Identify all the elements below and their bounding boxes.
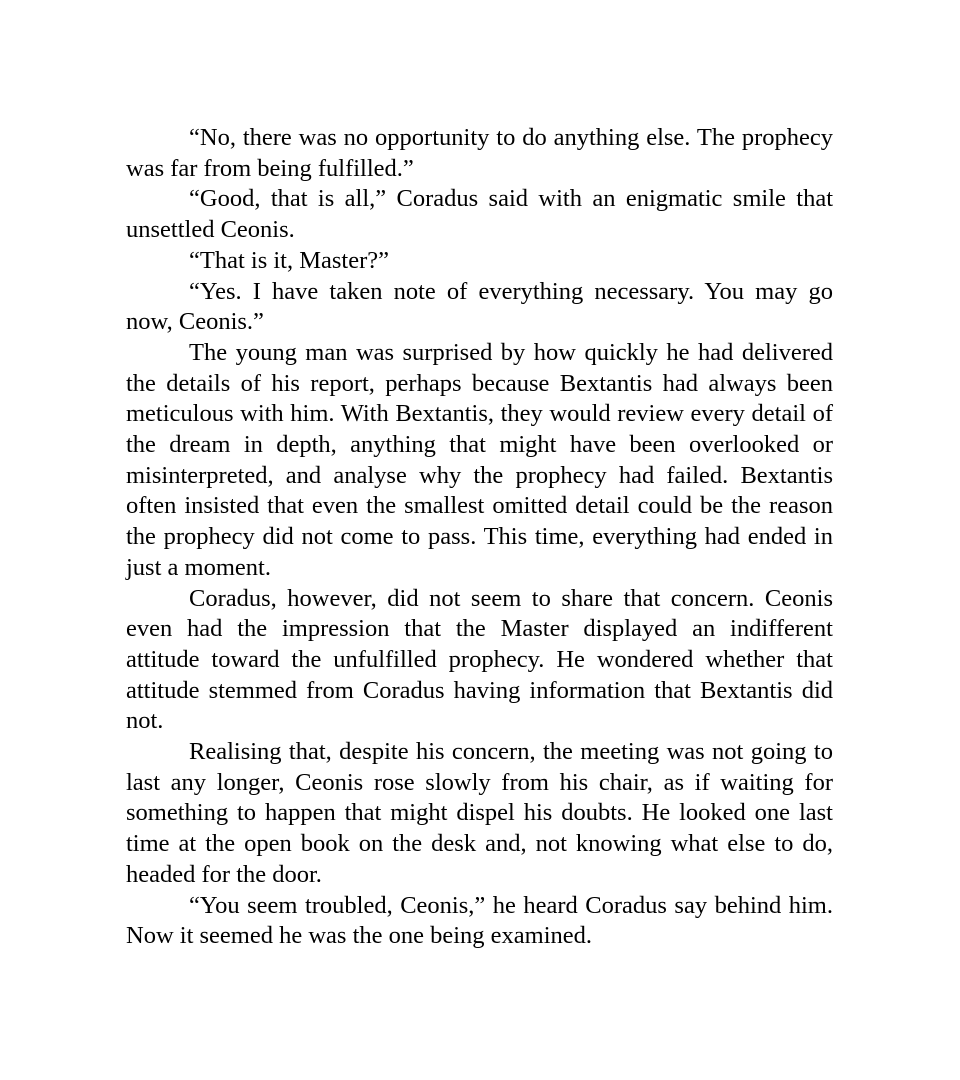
paragraph: “That is it, Master?” xyxy=(189,246,390,274)
paragraph: Realising that, despite his concern, the meeting was not going to last any longer, Ceonis rose slowly from his chair, as if waiting for something to happen that might dispel his doubts. He looked one last time at the open book on the desk and, not knowing what else to do, headed for the door. xyxy=(126,738,833,888)
paragraph: Coradus, however, did not seem to share that concern. Ceonis even had the impression that the Master displayed an indifferent attitude toward the unfulfilled prophecy. He wondered whether that attitude stemmed from Coradus having information that Bextantis did not. xyxy=(126,584,833,735)
paragraph: “You seem troubled, Ceonis,” he heard Coradus say behind him. Now it seemed he was the one being examined. xyxy=(126,891,833,950)
body-text xyxy=(126,123,833,952)
paragraph: “Yes. I have taken note of everything necessary. You may go now, Ceonis.” xyxy=(126,277,833,336)
paragraph: The young man was surprised by how quickly he had delivered the details of his report, perhaps because Bextantis had always been meticulous with him. With Bextantis, they would review every detail of the dream in depth, anything that might have been overlooked or misinterpreted, and analyse why the prophecy had failed. Bextantis often insisted that even the smallest omitted detail could be the reason the prophecy did not come to pass. This time, everything had ended in just a moment. xyxy=(126,338,833,581)
paragraph: “Good, that is all,” Coradus said with an enigmatic smile that unsettled Ceonis. xyxy=(126,185,833,244)
paragraph: “No, there was no opportunity to do anything else. The prophecy was far from being fulfilled.” xyxy=(126,124,833,182)
